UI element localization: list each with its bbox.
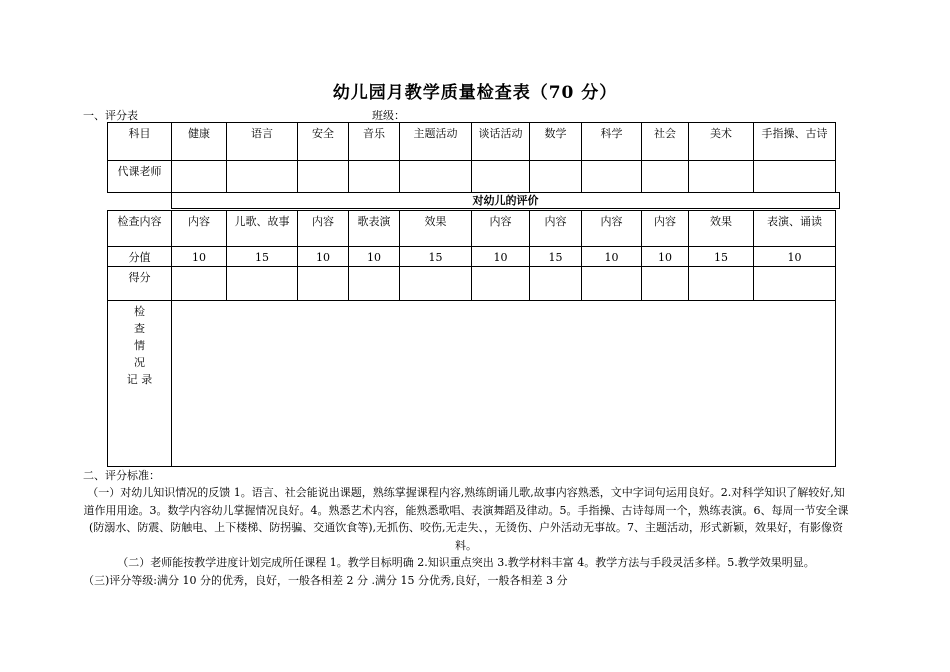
- table-cell: 内容: [582, 211, 642, 247]
- table-cell: 15: [530, 247, 582, 267]
- input-cell[interactable]: [172, 267, 227, 301]
- table-cell: 分值: [108, 247, 172, 267]
- teacher-row: [108, 161, 836, 193]
- input-cell[interactable]: [227, 161, 298, 193]
- table-cell: 代课老师: [108, 161, 172, 193]
- input-cell[interactable]: [642, 267, 689, 301]
- table-cell: 10: [642, 247, 689, 267]
- table-cell: 儿歌、故事: [227, 211, 298, 247]
- input-cell[interactable]: [227, 267, 298, 301]
- input-cell[interactable]: [754, 161, 836, 193]
- input-cell[interactable]: [298, 267, 349, 301]
- input-cell[interactable]: [349, 267, 400, 301]
- table-cell: 歌表演: [349, 211, 400, 247]
- table-cell: 语言: [227, 123, 298, 161]
- evaluation-table: [107, 122, 836, 467]
- input-cell[interactable]: [689, 267, 754, 301]
- table-cell: 数学: [530, 123, 582, 161]
- table-cell: 10: [754, 247, 836, 267]
- table-cell: 10: [582, 247, 642, 267]
- input-cell[interactable]: [689, 161, 754, 193]
- input-cell[interactable]: [400, 267, 472, 301]
- table-cell: 15: [689, 247, 754, 267]
- input-cell[interactable]: [582, 267, 642, 301]
- input-cell[interactable]: [582, 161, 642, 193]
- table-cell: 15: [227, 247, 298, 267]
- section-1-label: 一、评分表: [83, 109, 138, 122]
- input-cell[interactable]: [349, 161, 400, 193]
- table-cell: 主题活动: [400, 123, 472, 161]
- table-cell: 科目: [108, 123, 172, 161]
- score-row: [108, 247, 836, 267]
- table-cell: 安全: [298, 123, 349, 161]
- section-2-label: 二、评分标准：: [83, 469, 160, 482]
- input-cell[interactable]: [754, 267, 836, 301]
- criteria-paragraph-1: （一）对幼儿知识情况的反馈 1。语言、社会能说出课题，熟练掌握课程内容,熟练朗诵儿歌,故事内容熟悉，文中字词句运用良好。2.对科学知识了解较好,知道作用用途。3。数学内容幼儿掌握情况良好。4。熟悉艺术内容，能熟悉歌唱、表演舞蹈及律动。5。手指操、古诗每周一个，熟练表演。6、每周一节安全课(防溺水、防震、防触电、上下楼梯、防拐骗、交通饮食等),无抓伤、咬伤,无走失、，无烫伤、户外活动无事故。7、主题活动，形式新颖，效果好，有影像资料。: [83, 486, 849, 552]
- evaluation-banner: 对幼儿的评价: [171, 192, 840, 209]
- input-cell[interactable]: [472, 267, 530, 301]
- table-cell: 社会: [642, 123, 689, 161]
- record-label: 检 查 情 况 记 录: [108, 301, 172, 467]
- table-cell: 美术: [689, 123, 754, 161]
- table-cell: 内容: [642, 211, 689, 247]
- table-cell: 健康: [172, 123, 227, 161]
- table-cell: 表演、诵读: [754, 211, 836, 247]
- table-cell: 手指操、古诗: [754, 123, 836, 161]
- table-cell: 得分: [108, 267, 172, 301]
- record-area[interactable]: [172, 301, 836, 467]
- input-cell[interactable]: [530, 267, 582, 301]
- input-cell[interactable]: [298, 161, 349, 193]
- subject-row: [108, 123, 836, 161]
- class-label: 班级：: [372, 109, 405, 122]
- criteria-paragraph-2: （二）老师能按教学进度计划完成所任课程 1。教学目标明确 2.知识重点突出 3.教学材料丰富 4。教学方法与手段灵活多样。5.教学效果明显。: [117, 556, 815, 569]
- table-cell: 15: [400, 247, 472, 267]
- table-cell: 10: [298, 247, 349, 267]
- table-cell: 内容: [472, 211, 530, 247]
- table-cell: 10: [472, 247, 530, 267]
- table-cell: 内容: [172, 211, 227, 247]
- table-cell: 10: [349, 247, 400, 267]
- content-row: [108, 211, 836, 247]
- record-row: [108, 301, 836, 467]
- got-score-row: [108, 267, 836, 301]
- input-cell[interactable]: [400, 161, 472, 193]
- table-cell: 检查内容: [108, 211, 172, 247]
- table-cell: 10: [172, 247, 227, 267]
- table-cell: 内容: [530, 211, 582, 247]
- table-cell: 效果: [689, 211, 754, 247]
- criteria-paragraph-3: （三)评分等级:满分 10 分的优秀，良好，一般各相差 2 分 .满分 15 分优秀,良好，一般各相差 3 分: [83, 574, 568, 587]
- input-cell[interactable]: [172, 161, 227, 193]
- table-cell: 科学: [582, 123, 642, 161]
- table-cell: 谈话活动: [472, 123, 530, 161]
- input-cell[interactable]: [642, 161, 689, 193]
- input-cell[interactable]: [530, 161, 582, 193]
- page-title: 幼儿园月教学质量检查表（70 分）: [332, 83, 618, 103]
- table-cell: 效果: [400, 211, 472, 247]
- table-cell: 音乐: [349, 123, 400, 161]
- input-cell[interactable]: [472, 161, 530, 193]
- table-cell: 内容: [298, 211, 349, 247]
